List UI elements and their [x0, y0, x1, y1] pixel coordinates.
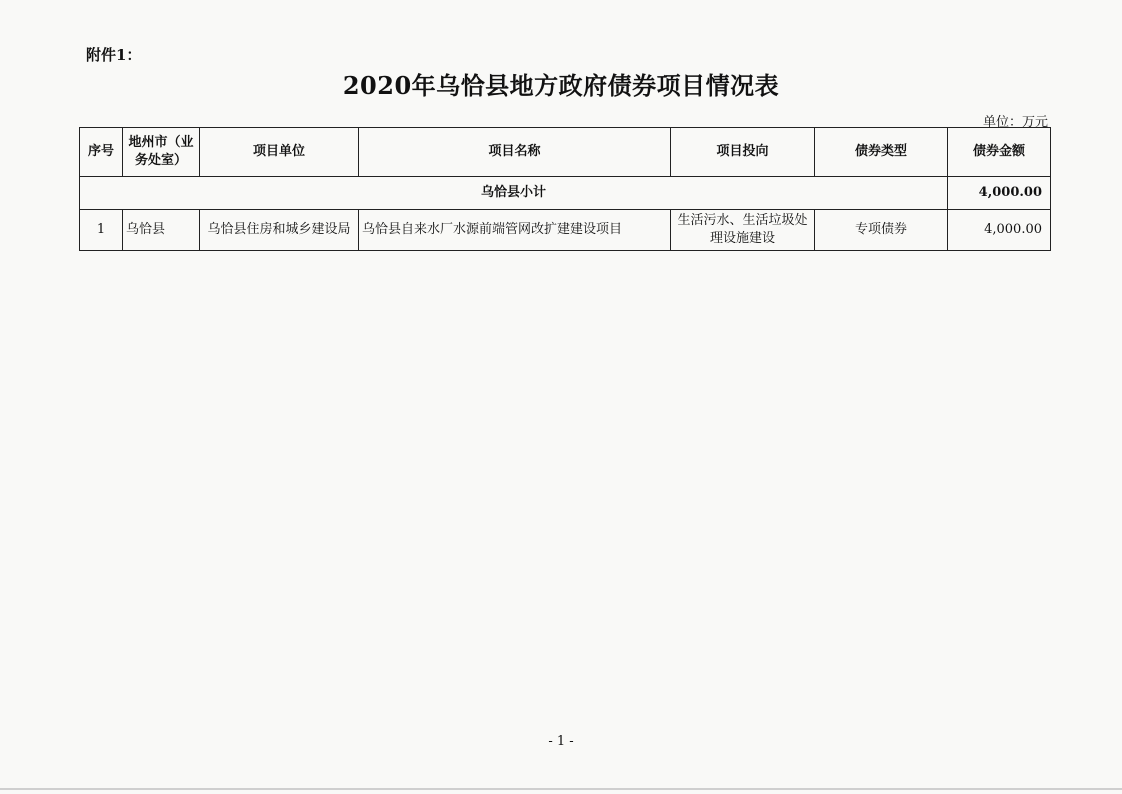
- bond-projects-table: [79, 127, 1051, 251]
- row-project-unit: 乌恰县住房和城乡建设局: [200, 210, 359, 251]
- row-region: 乌恰县: [123, 210, 200, 251]
- row-project-direction: 生活污水、生活垃圾处理设施建设: [671, 210, 815, 251]
- subtotal-row: [80, 177, 1051, 210]
- row-bond-amount: 4,000.00: [948, 210, 1051, 251]
- subtotal-amount: 4,000.00: [948, 177, 1051, 210]
- row-index: 1: [80, 210, 123, 251]
- scan-edge-line: [0, 788, 1122, 790]
- unit-label: 单位：万元: [982, 115, 1048, 130]
- table-header-row: [80, 128, 1051, 177]
- row-bond-type: 专项债券: [815, 210, 948, 251]
- attachment-label: 附件1：: [86, 46, 142, 64]
- row-project-name: 乌恰县自来水厂水源前端管网改扩建建设项目: [359, 210, 671, 251]
- subtotal-label: 乌恰县小计: [80, 177, 948, 210]
- header-project-direction: 项目投向: [671, 128, 815, 177]
- page-number: - 1 -: [548, 734, 574, 749]
- page-title: 2020年乌恰县地方政府债券项目情况表: [342, 71, 780, 100]
- header-bond-amount: 债券金额: [948, 128, 1051, 177]
- header-index: 序号: [80, 128, 123, 177]
- header-project-unit: 项目单位: [200, 128, 359, 177]
- header-region: 地州市（业务处室）: [123, 128, 200, 177]
- header-project-name: 项目名称: [359, 128, 671, 177]
- header-bond-type: 债券类型: [815, 128, 948, 177]
- table-row: [80, 210, 1051, 251]
